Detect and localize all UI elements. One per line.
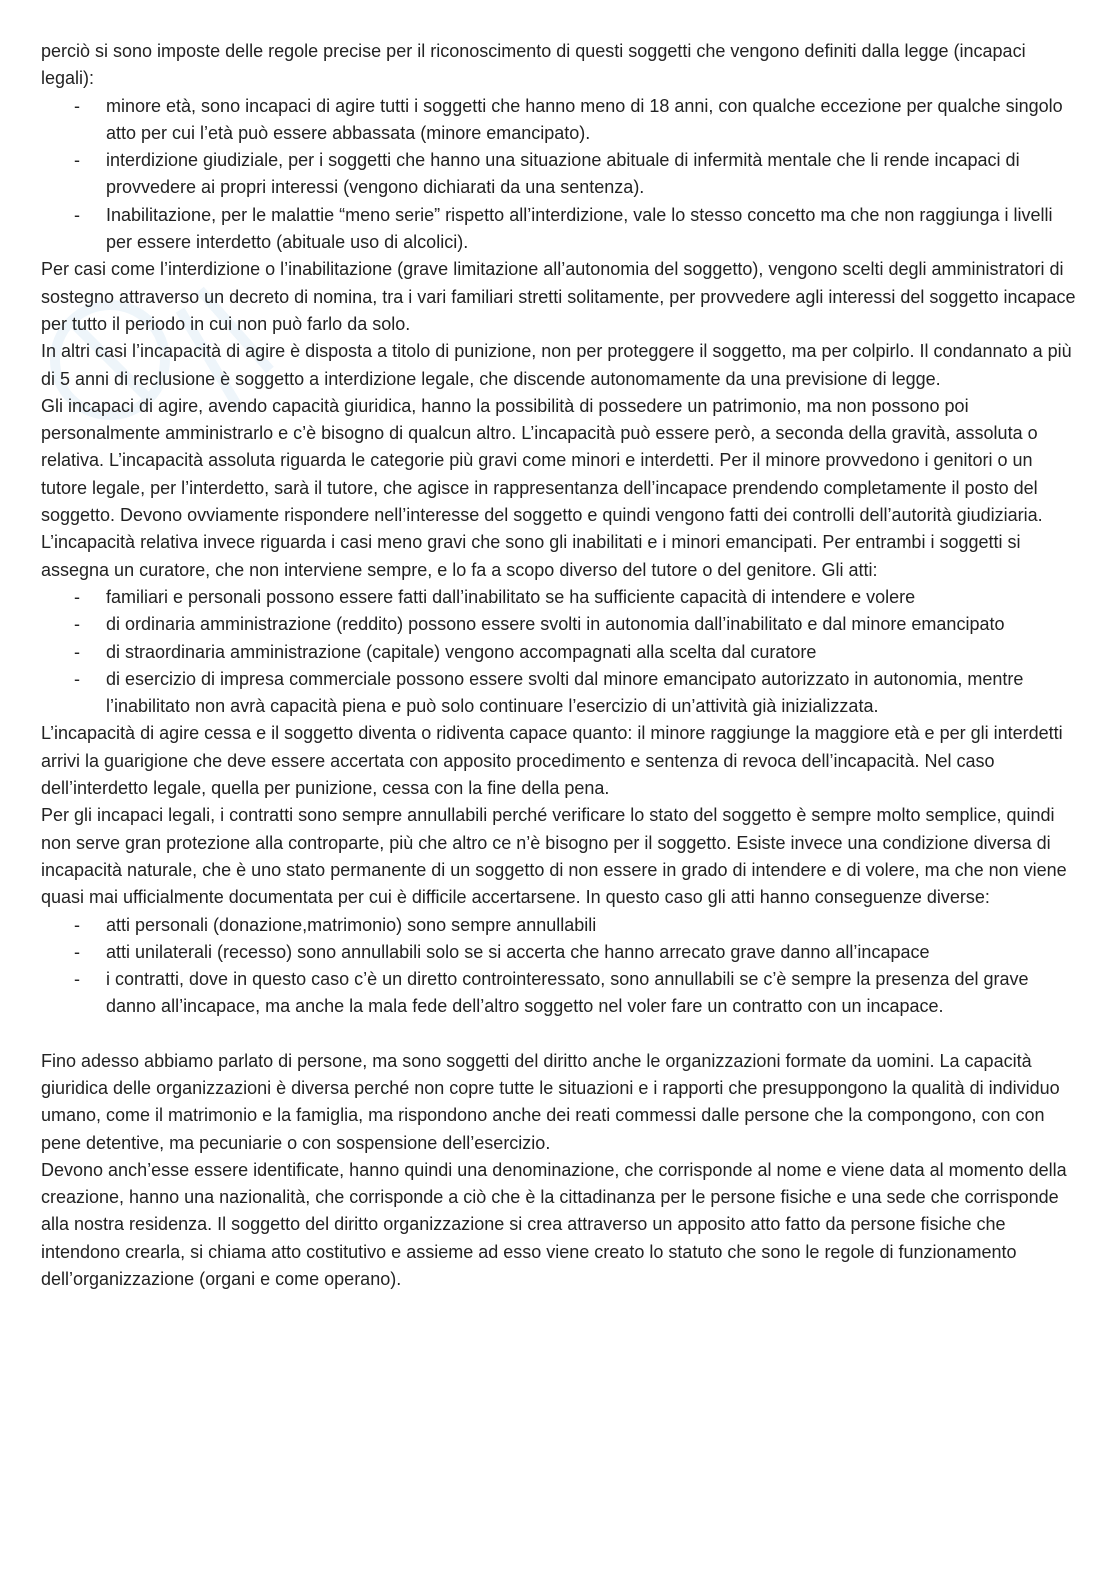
paragraph: L’incapacità di agire cessa e il soggetto diventa o ridiventa capace quanto: il minore raggiunge la maggiore età e per gli interdetti arrivi la guarigione che deve essere accertata con apposito procedimento e sentenza di revoca dell’incapacità. Nel caso dell’interdetto legale, quella per punizione, cessa con la fine della pena.: [41, 723, 1063, 799]
list-item-text: atti unilaterali (recesso) sono annullabili solo se si accerta che hanno arrecato grave danno all’incapace: [106, 941, 930, 962]
list-marker: -: [74, 914, 80, 935]
list-item-text: minore età, sono incapaci di agire tutti i soggetti che hanno meno di 18 anni, con qualche eccezione per qualche singolo atto per cui l’età può essere abbassata (minore emancipato).: [106, 95, 1063, 143]
list-marker: -: [74, 941, 80, 962]
list-item-text: atti personali (donazione,matrimonio) sono sempre annullabili: [106, 914, 597, 935]
list-item-text: i contratti, dove in questo caso c’è un diretto controinteressato, sono annullabili se c’è sempre la presenza del grave danno all’incapace, ma anche la mala fede dell’altro soggetto nel voler fare un contratto con un incapace.: [106, 969, 1029, 1017]
list-item: [41, 93, 1081, 148]
list-marker: -: [74, 95, 80, 116]
paragraph: Fino adesso abbiamo parlato di persone, ma sono soggetti del diritto anche le organizzazioni formate da uomini. La capacità giuridica delle organizzazioni è diversa perché non copre tutte le situazioni e i rapporti che presuppongono la qualità di individuo umano, come il matrimonio e la famiglia, ma rispondono anche dei reati commessi dalle persone che la compongono, con con pene detentive, ma pecuniarie o con sospensione dell’esercizio.: [41, 1050, 1060, 1153]
list-item: [41, 147, 1081, 202]
bullet-list: [41, 93, 1081, 257]
paragraph: Per gli incapaci legali, i contratti sono sempre annullabili perché verificare lo stato del soggetto è sempre molto semplice, quindi non serve gran protezione alla controparte, più che altro ce n’è bisogno per il soggetto. Esiste invece una condizione diversa di incapacità naturale, che è uno stato permanente di un soggetto di non essere in grado di intendere e di volere, ma che non viene quasi mai ufficialmente documentata per cui è difficile accertarsene. In questo caso gli atti hanno conseguenze diverse:: [41, 805, 1067, 908]
paragraph: perciò si sono imposte delle regole precise per il riconoscimento di questi soggetti che vengono definiti dalla legge (incapaci legali):: [41, 41, 1026, 89]
list-item-text: di straordinaria amministrazione (capitale) vengono accompagnati alla scelta dal curatore: [106, 641, 817, 662]
list-item: [41, 939, 1081, 966]
paragraph: Devono anch’esse essere identificate, hanno quindi una denominazione, che corrisponde al nome e viene data al momento della creazione, hanno una nazionalità, che corrisponde a ciò che è la cittadinanza per le persone fisiche e una sede che corrisponde alla nostra residenza. Il soggetto del diritto organizzazione si crea attraverso un apposito atto fatto da persone fisiche che intendono crearla, si chiama atto costitutivo e assieme ad esso viene creato lo statuto che sono le regole di funzionamento dell’organizzazione (organi e come operano).: [41, 1159, 1067, 1290]
list-item-text: interdizione giudiziale, per i soggetti che hanno una situazione abituale di infermità mentale che li rende incapaci di provvedere ai propri interessi (vengono dichiarati da una sentenza).: [106, 150, 1020, 198]
list-item: [41, 966, 1081, 1021]
list-marker: -: [74, 614, 80, 635]
list-marker: -: [74, 668, 80, 689]
list-marker: -: [74, 641, 80, 662]
paragraph: Per casi come l’interdizione o l’inabilitazione (grave limitazione all’autonomia del soggetto), vengono scelti degli amministratori di sostegno attraverso un decreto di nomina, tra i vari familiari stretti solitamente, per provvedere agli interessi del soggetto incapace per tutto il periodo in cui non può farlo da solo.: [41, 259, 1076, 334]
list-item: [41, 639, 1081, 666]
paragraph: Gli incapaci di agire, avendo capacità giuridica, hanno la possibilità di possedere un patrimonio, ma non possono poi personalmente amministrarlo e c’è bisogno di qualcun altro. L’incapacità può essere però, a seconda della gravità, assoluta o relativa. L’incapacità assoluta riguarda le categorie più gravi come minori e interdetti. Per il minore provvedono i genitori o un tutore legale, per l’interdetto, sarà il tutore, che agisce in rappresentanza dell’incapace prendendo completamente il posto del soggetto. Devono ovviamente rispondere nell’interesse del soggetto e quindi vengono fatti dei controlli dell’autorità giudiziaria. L’incapacità relativa invece riguarda i casi meno gravi che sono gli inabilitati e i minori emancipati. Per entrambi i soggetti si assegna un curatore, che non interviene sempre, e lo fa a scopo diverso del tutore o del genitore. Gli atti:: [41, 395, 1043, 580]
list-item: [41, 912, 1081, 939]
bullet-list: [41, 584, 1081, 720]
list-item-text: familiari e personali possono essere fatti dall’inabilitato se ha sufficiente capacità di intendere e volere: [106, 586, 916, 607]
bullet-list: [41, 912, 1081, 1021]
document-body: [41, 38, 1081, 1293]
list-item: [41, 666, 1081, 721]
list-item-text: Inabilitazione, per le malattie “meno serie” rispetto all’interdizione, vale lo stesso concetto ma che non raggiunga i livelli per essere interdetto (abituale uso di alcolici).: [106, 204, 1053, 253]
list-item: [41, 611, 1081, 638]
list-item-text: di ordinaria amministrazione (reddito) possono essere svolti in autonomia dall’inabilitato e dal minore emancipato: [106, 614, 1005, 635]
list-marker: -: [74, 150, 80, 171]
list-item-text: di esercizio di impresa commerciale possono essere svolti dal minore emancipato autorizzato in autonomia, mentre l’inabilitato non avrà capacità piena e può solo continuare l’esercizio di un’attività già inizializzata.: [106, 668, 1024, 717]
list-item: [41, 584, 1081, 611]
paragraph: In altri casi l’incapacità di agire è disposta a titolo di punizione, non per proteggere il soggetto, ma per colpirlo. Il condannato a più di 5 anni di reclusione è soggetto a interdizione legale, che discende autonomamente da una previsione di legge.: [41, 341, 1072, 389]
list-marker: -: [74, 204, 80, 225]
paragraph-spacer: [41, 1021, 1081, 1048]
list-marker: -: [74, 969, 80, 990]
list-item: [41, 202, 1081, 257]
list-marker: -: [74, 586, 80, 607]
